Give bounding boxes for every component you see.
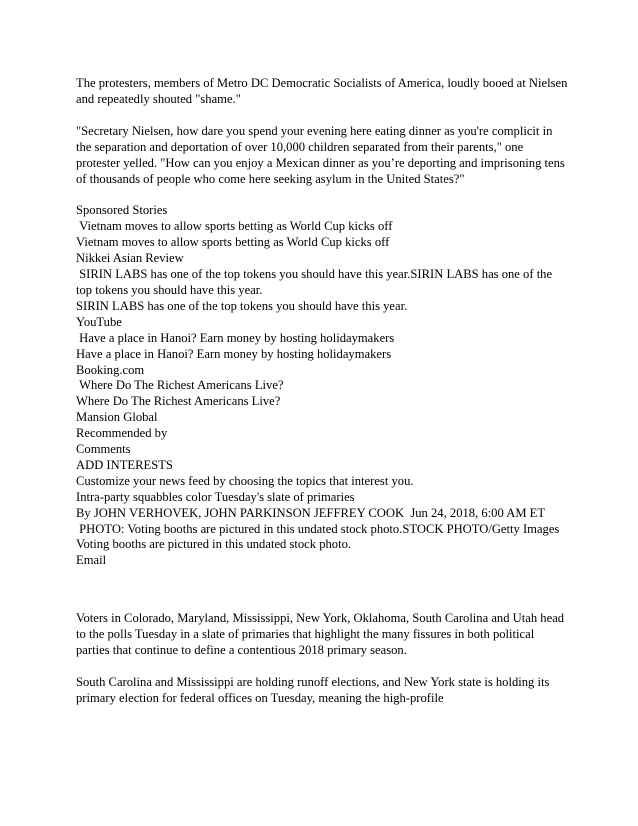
- story-link-vietnam[interactable]: Vietnam moves to allow sports betting as World Cup kicks off: [76, 219, 393, 234]
- recommended-by-label: Recommended by: [76, 426, 168, 441]
- story-link-sirin[interactable]: SIRIN LABS has one of the top tokens you should have this year.SIRIN LABS has one of the top tokens you should have this year.: [76, 267, 556, 297]
- story-source-mansion: Mansion Global: [76, 410, 158, 425]
- story-title-vietnam: Vietnam moves to allow sports betting as World Cup kicks off: [76, 235, 390, 250]
- story-title-richest: Where Do The Richest Americans Live?: [76, 394, 281, 409]
- body-paragraph-1: Voters in Colorado, Maryland, Mississippi, New York, Oklahoma, South Carolina and Utah head to the polls Tuesday in a slate of primaries that highlight the many fissures in both political parties that continue to define a contentious 2018 primary season.: [76, 611, 565, 658]
- story-source-booking: Booking.com: [76, 362, 145, 377]
- sponsored-block: [76, 203, 568, 569]
- story-link-richest[interactable]: Where Do The Richest Americans Live?: [76, 378, 284, 393]
- intro-paragraph-1: The protesters, members of Metro DC Democratic Socialists of America, loudly booed at Nielsen and repeatedly shouted "shame.": [76, 76, 568, 106]
- article-byline: By JOHN VERHOVEK, JOHN PARKINSON JEFFREY COOK Jun 24, 2018, 6:00 AM ET: [76, 505, 546, 520]
- article-headline: Intra-party squabbles color Tuesday's slate of primaries: [76, 489, 355, 504]
- sponsored-heading: Sponsored Stories: [76, 203, 168, 218]
- story-source-youtube: YouTube: [76, 314, 122, 329]
- photo-caption: Voting booths are pictured in this undated stock photo.: [76, 537, 352, 552]
- body-paragraph-2: South Carolina and Mississippi are holding runoff elections, and New York state is holding its primary election for federal offices on Tuesday, meaning the high-profile: [76, 675, 550, 705]
- story-link-hanoi[interactable]: Have a place in Hanoi? Earn money by hosting holidaymakers: [76, 330, 395, 345]
- add-interests-button[interactable]: ADD INTERESTS: [76, 457, 173, 472]
- intro-paragraph-2: "Secretary Nielsen, how dare you spend your evening here eating dinner as you're complicit in the separation and deportation of over 10,000 children separated from their parents," one protester yelled. "How can you enjoy a Mexican dinner as you’re deporting and imprisoning tens of thousands of people who come here seeking asylum in the United States?": [76, 123, 565, 186]
- interests-description: Customize your news feed by choosing the topics that interest you.: [76, 473, 414, 488]
- story-title-sirin: SIRIN LABS has one of the top tokens you should have this year.: [76, 298, 408, 313]
- story-source-nikkei: Nikkei Asian Review: [76, 251, 184, 266]
- email-share-link[interactable]: Email: [76, 553, 107, 568]
- section-spacer: [76, 585, 568, 611]
- comments-link[interactable]: Comments: [76, 442, 131, 457]
- document-page: [76, 76, 568, 723]
- photo-caption-credit: PHOTO: Voting booths are pictured in this undated stock photo.STOCK PHOTO/Getty Images: [76, 521, 560, 536]
- story-title-hanoi: Have a place in Hanoi? Earn money by hosting holidaymakers: [76, 346, 392, 361]
